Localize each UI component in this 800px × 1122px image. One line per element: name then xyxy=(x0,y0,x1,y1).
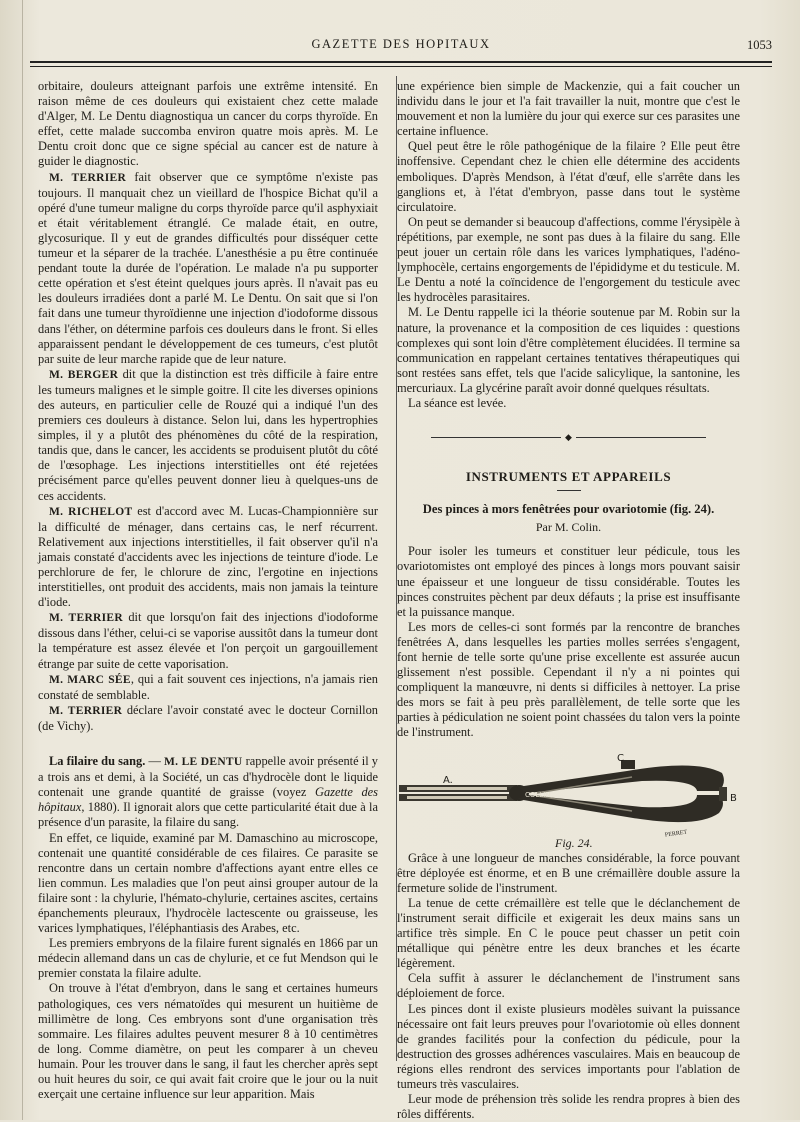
header-rule-thick xyxy=(30,61,772,63)
jaw-fenestra xyxy=(407,787,507,790)
paragraph: On peut se demander si beaucoup d'affections, comme l'érysipèle à répétitions, par exemple, ne sont pas dues à la filaire du sang. Elle peut jouer un certain rôle dans les varices lymphatiques, l'adéno-lymphocèle, certains engorgements de l'épididyme et du testicule. M. Le Dentu a noté la coïncidence de l'engorgement du testicule avec les hydrocèles parasitaires. xyxy=(397,214,740,305)
label-a: A. xyxy=(443,774,453,786)
paragraph xyxy=(38,672,378,703)
paragraph xyxy=(38,504,378,611)
figure-forceps xyxy=(397,751,740,851)
paragraph xyxy=(38,170,378,367)
section-ornament: ◆ xyxy=(397,429,740,439)
section-title: INSTRUMENTS ET APPAREILS xyxy=(465,469,672,485)
paragraph: orbitaire, douleurs atteignant parfois une extrême intensité. En raison même de ces douleurs qui existaient chez cette malade d'Alger, M. Le Dentu diagnostiqua un cancer du corps thyroïde. En effet, cette malade succomba environ quatre mois après. M. Le Dentu croit donc que ce signe spécial au cancer est de nature à guider le diagnostic. xyxy=(38,79,378,169)
jaw-fenestra xyxy=(407,796,507,799)
paragraph-text: est d'accord avec M. Lucas-Championnière sur la difficulté de ménager, dans certains cas, le nerf récurrent. Relativement aux injections interstitielles, il fait observer qu'il n'a jamais constaté d'accidents avec les injections de teinture d'iode. Le perchlorure de fer, le chlorure de zinc, l'ergotine en injections interstitielles, ont produit des accidents, mais non jamais la teinture d'iode. xyxy=(38,503,378,610)
paragraph: Grâce à une longueur de manches considérable, la force pouvant être déployée est énorme, et en B une crémaillère double assure la fermeture solide de l'instrument. xyxy=(397,850,740,895)
binding-edge xyxy=(0,0,23,1120)
paragraph: M. Le Dentu rappelle ici la théorie soutenue par M. Robin sur la nature, la provenance et la composition de ces liquides : questions complexes qui sont loin d'être complètement élucidées. Il termine sa communication en rappelant certaines tentatives thérapeutiques qui sont restées sans effet, tels que l'acide salicylique, la santonine, les mercuriaux. La glycérine paraît avoir donné quelques résultats. xyxy=(397,305,740,395)
page-number: 1053 xyxy=(747,38,772,52)
paragraph: Les premiers embryons de la filaire furent signalés en 1866 par un médecin allemand dans un cas de chylurie, et ce fut Mendson qui le premier constata la filaire adulte. xyxy=(38,936,378,981)
ratchet xyxy=(719,787,727,801)
paragraph: Cela suffit à assurer le déclanchement de l'instrument sans déploiement de force. xyxy=(397,971,740,1001)
paragraph xyxy=(38,367,378,504)
right-column xyxy=(397,79,740,1122)
figure-caption: Fig. 24. xyxy=(555,835,593,850)
paragraph: Quel peut être le rôle pathogénique de la filaire ? Elle peut être inoffensive. Cependant chez le chien elle détermine des accidents emboliques. D'après Mendson, à l'état d'œuf, elle s'arrête dans les ganglions et, à l'état d'embryon, passe dans tout le système circulatoire. xyxy=(397,139,740,214)
left-column xyxy=(38,79,378,1102)
paragraph-text: dit que lorsqu'on fait des injections d'iodoforme dissous dans l'éther, celui-ci se vaporise aussitôt dans la tumeur dont la température est assez élevée et l'on perçoit un gargouillement étrange par suite de cette vaporisation. xyxy=(38,610,378,671)
byline: Par M. Colin. xyxy=(535,520,602,535)
speaker-name: M. BERGER xyxy=(49,368,119,381)
paragraph xyxy=(38,610,378,671)
title-rule xyxy=(557,490,581,491)
speaker-name: M. RICHELOT xyxy=(49,505,133,518)
paragraph: une expérience bien simple de Mackenzie, qui a fait coucher un individu dans le jour et l'a fait travailler la nuit, montre que c'est le mouvement et non la lumière du jour qui exerce sur ces parasites une certaine influence. xyxy=(397,79,740,139)
dash: — xyxy=(145,754,165,769)
speaker-name: M. TERRIER xyxy=(49,171,127,184)
running-header xyxy=(30,37,772,55)
speaker-name: M. TERRIER xyxy=(49,704,123,717)
paragraph: Les pinces dont il existe plusieurs modèles suivant la puissance nécessaire ont fait leurs preuves pour l'ovariotomie où elles donnent de grandes facilités pour la confection du pédicule, pour la destruction des grosses adhérences vasculaires. Mais en beaucoup de régions elles rendront des services importants pour l'ablation de tumeurs très vasculaires. xyxy=(397,1001,740,1091)
speaker-name: M. TERRIER xyxy=(49,612,124,625)
engraver-signature: PERRET xyxy=(664,829,688,839)
section-heading: La filaire du sang. xyxy=(49,754,146,769)
paragraph: Leur mode de préhension très solide les rendra propres à bien des rôles différents. xyxy=(397,1092,740,1122)
spacer xyxy=(38,734,378,754)
speaker-name: M. LE DENTU xyxy=(164,756,243,769)
citation: Gazette des hôpitaux xyxy=(38,785,378,815)
paragraph: Les mors de celles-ci sont formés par la rencontre de branches fenêtrées A, dans lesquelles les parties molles serrées s'engagent, font hernie de telle sorte qu'une prise excellente est assurée aucun glissement n'est possible. Cependant il n'y a ni pointes qui compliquent la manœuvre, ni dents si difficiles à nettoyer. La prise des mors se fait à peu près parallèlement, de telle sorte que les parties à pédiculation ne soient point chassées du talon vers la pointe de l'instrument. xyxy=(397,619,740,740)
paragraph-text: fait observer que ce symptôme n'existe pas toujours. Il manquait chez un vieillard de l'hospice Bichat qu'il a opéré d'une tumeur maligne du corps thyroïde parce qu'il asphyxiait et était véritablement étranglé. Ce malade était, en outre, glycosurique. Il y eut de grandes difficultés pour disséquer cette tumeur et la séparer de la trachée. L'anesthésie a pu être continuée pendant toute la durée de l'opération. Le malade n'a pu supporter cette opération et s'est éteint quelques jours après. Il n'avait pas eu les douleurs irradiées dont a parlé M. Le Dentu. On sait que si l'on fait dans une tumeur thyroïdienne une injection d'iodoforme dissous dans l'éther, on détermine parfois ces douleurs dans le front. Si elles apparaissent pendant le développement de ces tumeurs, c'est plutôt par suite de leur marche rapide que de leur nature. xyxy=(38,169,378,366)
engraving-text: COLLIN xyxy=(525,790,551,799)
paragraph-text: déclare l'avoir constaté avec le docteur Cornillon (de Vichy). xyxy=(38,702,378,733)
journal-title: GAZETTE DES HOPITAUX xyxy=(311,37,491,51)
paragraph-text: rappelle avoir présenté il y a trois ans et demi, à la Société, un cas d'hydrocèle dont le liquide contenait une grande quantité de graisse (voyez xyxy=(38,754,378,800)
paragraph: Pour isoler les tumeurs et constituer leur pédicule, tous les ovariotomistes ont employé des pinces à longs mors pouvant saisir une épaisseur et une longueur de tissu considérable. Toutes les pinces construites pèchent par deux défauts ; la prise est insuffisante et la puissance manque. xyxy=(397,544,740,619)
paragraph: En effet, ce liquide, examiné par M. Damaschino au microscope, contenait une quantité considérable de ces filaires. Ce parasite se rencontre dans un certain nombre d'affections ayant entre elles ce lien commun. Les maladies que l'on peut ainsi grouper autour de la filaire sont : la chylurie, l'hémato-chylurie, certaines ascites, certains épanchements pleuraux, l'hydrocèle lactescente ou graisseuse, les varices lymphatiques, l'éléphantiasis des Arabes, etc. xyxy=(38,830,378,936)
paragraph: On trouve à l'état d'embryon, dans le sang et certaines humeurs pathologiques, ces vers nématoïdes qui mesurent un huitième de millimètre de long. Ces embryons sont d'une organisation très sommaire. Les filaires adultes peuvent mesurer 8 à 10 centimètres de long. Comme diamètre, on peut les comparer à un cheveu humain. Pour les trouver dans le sang, il faut les chercher après sept ou huit heures du soir, ce qui avait fait croire que le jour ou la nuit exerçait une certaine influence sur leur apparition. Mais xyxy=(38,981,378,1102)
label-c: C xyxy=(617,752,624,764)
label-b: B xyxy=(730,792,737,804)
header-rule-thin xyxy=(30,66,772,67)
paragraph xyxy=(38,754,378,830)
paragraph: La séance est levée. xyxy=(408,395,507,410)
paragraph-text: , qui a fait souvent ces injections, n'a jamais rien constaté de semblable. xyxy=(38,671,378,702)
paragraph-text: , 1880). Il ignorait alors que cette particularité était due à la présence d'un parasite, la filaire du sang. xyxy=(38,800,378,830)
paragraph: La tenue de cette crémaillère est telle que le déclanchement de l'instrument serait difficile et exigerait les deux mains sans un artifice très simple. En C le pouce peut chasser un petit coin métallique qui pénètre entre les deux branches et les écarte légèrement. xyxy=(397,895,740,971)
speaker-name: M. MARC SÉE xyxy=(49,673,131,686)
paragraph xyxy=(38,703,378,734)
paragraph-text: dit que la distinction est très difficile à faire entre les tumeurs malignes et le simple goitre. Il cite les diverses opinions des auteurs, en particulier celle de Rouzé qui a indiqué l'un des premiers ces douleurs à distance. Selon lui, dans les hypertrophies simples, il y a plutôt des phénomènes du côté de la respiration, tandis que, dans le cancer, les accidents se produisent plutôt du côté de l'œsophage. Les injections interstitielles ont été rejetées précisément parce qu'elles peuvent donner lieu à quelques-uns de ces accidents. xyxy=(38,366,378,503)
article-title: Des pinces à mors fenêtrées pour ovariotomie (fig. 24). xyxy=(422,502,715,517)
